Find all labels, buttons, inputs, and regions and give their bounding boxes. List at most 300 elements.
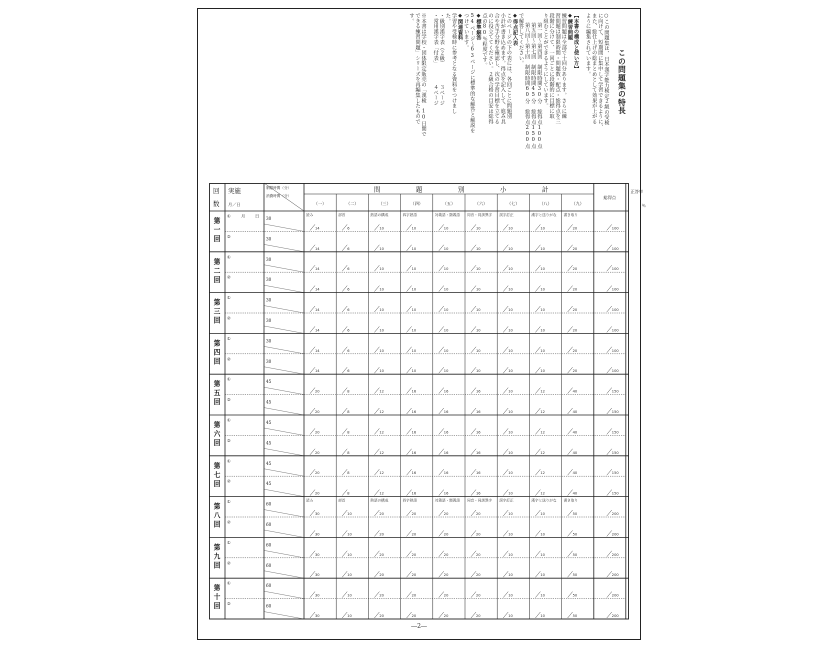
time-limit-value: 60 — [266, 583, 272, 589]
page-number: ―2― — [411, 623, 427, 630]
header-group-title-char: 小 — [500, 185, 507, 194]
section-max-score: 20 — [476, 573, 481, 578]
section-max-score: 20 — [476, 593, 481, 598]
time-limit-value: 45 — [266, 379, 272, 385]
section-max-score: 10 — [508, 410, 513, 414]
time-diagonal — [264, 306, 304, 313]
section-max-score: 20 — [315, 491, 320, 496]
circle-one: ① — [227, 335, 231, 341]
section-max-score: 10 — [476, 348, 481, 353]
section-max-score: 16 — [476, 450, 481, 455]
section-max-score: 12 — [379, 471, 384, 476]
round-label-char: 第 — [213, 543, 221, 552]
time-limit-value: 30 — [266, 256, 272, 262]
section-max-score: 16 — [411, 389, 417, 394]
time-limit-value: 45 — [266, 399, 272, 405]
circle-two: ② — [227, 437, 231, 443]
round-label-char: 八 — [213, 511, 221, 520]
section-max-score: 20 — [476, 512, 481, 516]
section-max-score: 10 — [443, 246, 449, 251]
time-limit-value: 45 — [266, 460, 272, 466]
circle-one: ① — [227, 254, 231, 260]
section-max-score: 10 — [476, 328, 481, 333]
section-max-score: 20 — [572, 308, 578, 312]
section-max-score: 16 — [476, 430, 481, 435]
section-max-score: 6 — [347, 328, 350, 333]
round-label-char: 回 — [213, 561, 221, 570]
intro-line: 小計が書き込めます。得点を記入して、進み具 — [499, 13, 506, 125]
section-max-score: 10 — [379, 369, 384, 374]
section-max-score: 12 — [540, 389, 545, 394]
round-label-char: 第 — [213, 217, 221, 225]
section-max-score: 20 — [411, 532, 417, 537]
table-border — [210, 184, 629, 620]
round-label-char: 第 — [213, 257, 221, 266]
header-group-title-char: 計 — [542, 185, 549, 194]
section-max-score: 10 — [476, 308, 481, 312]
section-max-score: 20 — [572, 246, 578, 251]
total-max-score: 200 — [611, 614, 619, 618]
round-label-char: 九 — [213, 552, 221, 561]
section-max-score: 30 — [315, 593, 320, 598]
section-max-score: 20 — [411, 512, 417, 516]
section-max-score: 20 — [443, 593, 449, 598]
section-max-score: 8 — [347, 389, 350, 394]
section-max-score: 10 — [347, 614, 352, 618]
section-max-score: 16 — [443, 410, 449, 414]
section-max-score: 10 — [476, 369, 481, 374]
total-max-score: 100 — [611, 267, 619, 272]
header-date-label: 実施 — [228, 187, 241, 195]
intro-line: 点の80％程度です。 — [481, 13, 488, 68]
intro-line: 第一回～第四回 制限時間30分 総得点100点 — [536, 17, 543, 149]
circle-two: ② — [227, 560, 231, 566]
section-max-score: 16 — [476, 389, 481, 394]
section-max-score: 10 — [443, 267, 449, 272]
section-max-score: 16 — [443, 450, 449, 455]
header-round-label: 数 — [213, 200, 220, 208]
section-sub-label: 熟語の構成 — [370, 213, 389, 217]
section-max-score: 14 — [315, 348, 320, 353]
section-max-score: 10 — [347, 552, 352, 557]
section-max-score: 10 — [443, 287, 449, 292]
document-page — [197, 8, 646, 640]
section-max-score: 10 — [540, 614, 545, 618]
section-max-score: 10 — [508, 369, 513, 374]
time-diagonal — [264, 346, 304, 353]
section-max-score: 10 — [508, 614, 513, 618]
round-label-char: 第 — [213, 380, 221, 389]
section-sub-label: 部首 — [338, 213, 346, 217]
section-sub-label: 漢字と送りがな — [531, 498, 557, 503]
section-max-score: 10 — [476, 246, 481, 251]
intro-line: 合や苦手分野を確認し、次の学習目標を立てる — [493, 13, 500, 125]
section-max-score: 16 — [411, 450, 417, 455]
section-max-score: 10 — [508, 593, 513, 598]
section-max-score: 10 — [508, 430, 513, 435]
time-limit-value: 30 — [266, 297, 272, 303]
section-max-score: 20 — [572, 267, 578, 272]
section-max-score: 16 — [443, 430, 449, 435]
intro-line: 習問題は制限時間・問題数・配点・総得点を三 — [554, 13, 561, 125]
section-max-score: 20 — [379, 532, 384, 537]
round-label-char: 回 — [213, 316, 221, 325]
section-max-score: 12 — [540, 491, 545, 496]
section-max-score: 14 — [315, 246, 320, 251]
section-max-score: 20 — [443, 512, 449, 516]
section-max-score: 16 — [411, 430, 417, 435]
section-max-score: 10 — [540, 328, 545, 333]
section-max-score: 6 — [347, 308, 350, 312]
section-max-score: 10 — [540, 226, 545, 231]
circle-two: ② — [227, 274, 231, 280]
total-max-score: 100 — [611, 287, 619, 292]
section-max-score: 40 — [572, 491, 578, 496]
section-max-score: 20 — [315, 450, 320, 455]
section-max-score: 40 — [572, 450, 578, 455]
round-label-char: 第 — [213, 339, 221, 348]
total-max-score: 150 — [611, 389, 619, 394]
section-max-score: 16 — [443, 491, 449, 496]
section-max-score: 10 — [508, 491, 513, 496]
section-sub-label: 部首 — [338, 498, 346, 503]
section-max-score: 10 — [379, 348, 384, 353]
section-max-score: 6 — [347, 369, 350, 374]
total-max-score: 200 — [611, 552, 619, 557]
section-max-score: 10 — [411, 287, 417, 292]
total-max-score: 200 — [611, 532, 619, 537]
time-limit-value: 30 — [266, 216, 272, 221]
time-limit-value: 30 — [266, 318, 272, 323]
section-max-score: 10 — [379, 267, 384, 272]
time-diagonal — [264, 224, 304, 231]
round-label-char: 十 — [213, 593, 221, 602]
section-max-score: 20 — [379, 614, 384, 618]
header-time-limit: 制限時間（分） — [266, 186, 292, 190]
time-diagonal — [264, 448, 304, 455]
intro-line: ※本書は学校・団体限定販売の「漢検 10日間で — [420, 13, 427, 137]
section-max-score: 12 — [379, 430, 384, 435]
section-max-score: 20 — [572, 226, 578, 231]
header-date-sub: 月／日 — [228, 202, 241, 207]
section-max-score: 10 — [411, 328, 417, 333]
intro-line: ◆標準解答 — [475, 13, 482, 41]
section-max-score: 10 — [476, 226, 481, 231]
section-max-score: 10 — [540, 287, 545, 292]
section-sub-label: 熟語の構成 — [370, 498, 389, 503]
section-max-score: 50 — [572, 532, 578, 537]
section-max-score: 12 — [379, 491, 384, 496]
section-max-score: 20 — [443, 614, 449, 618]
section-max-score: 10 — [508, 246, 513, 251]
time-limit-value: 60 — [266, 501, 272, 507]
intro-line: ◆関連資料 — [457, 13, 464, 41]
header-section-label: （一） — [313, 201, 327, 206]
section-sub-label: 漢字と送りがな — [531, 213, 557, 217]
section-sub-label: 読み — [306, 213, 314, 217]
time-diagonal — [264, 408, 304, 415]
total-max-score: 100 — [611, 308, 619, 312]
intro-line: で解答してください。 — [518, 13, 525, 66]
circle-one: ① — [227, 213, 231, 219]
header-section-label: （五） — [442, 201, 456, 206]
time-diagonal — [264, 326, 304, 333]
time-diagonal — [264, 530, 304, 537]
section-max-score: 30 — [315, 512, 320, 516]
section-max-score: 10 — [540, 267, 545, 272]
circle-one: ① — [227, 499, 231, 505]
section-max-score: 20 — [315, 430, 320, 435]
section-max-score: 8 — [347, 450, 350, 455]
time-diagonal — [264, 428, 304, 435]
circle-one: ① — [227, 417, 231, 423]
section-max-score: 14 — [315, 369, 320, 374]
total-max-score: 200 — [611, 512, 619, 516]
time-limit-value: 45 — [266, 440, 272, 446]
round-label-char: 二 — [213, 266, 221, 275]
section-max-score: 20 — [411, 552, 417, 557]
section-max-score: 12 — [379, 389, 384, 394]
circle-one: ① — [227, 539, 231, 545]
section-sub-label: 書き取り — [563, 213, 578, 217]
section-max-score: 12 — [540, 471, 545, 476]
section-max-score: 10 — [443, 308, 449, 312]
section-sub-label: 同音・同訓異字 — [467, 213, 493, 217]
intro-line: できる練習問題」シリーズを再編集したもので — [414, 13, 421, 125]
round-label-char: 第 — [213, 584, 221, 593]
section-max-score: 50 — [572, 573, 578, 578]
section-max-score: 10 — [508, 267, 513, 272]
date-day-label: 日 — [255, 213, 260, 219]
section-max-score: 16 — [476, 471, 481, 476]
intro-line: 【本書の構成と使い方】 — [573, 13, 579, 72]
time-diagonal — [264, 265, 304, 272]
intro-line: 練習問題は全部で十回分あります。さらに練 — [560, 13, 567, 119]
section-max-score: 16 — [476, 491, 481, 496]
section-max-score: 10 — [379, 287, 384, 292]
section-max-score: 8 — [347, 471, 350, 476]
time-diagonal — [264, 387, 304, 394]
section-max-score: 10 — [508, 348, 513, 353]
section-max-score: 10 — [540, 573, 545, 578]
section-sub-label: 四字熟語 — [402, 498, 417, 503]
score-table — [209, 183, 646, 620]
section-max-score: 10 — [508, 328, 513, 333]
total-max-score: 100 — [611, 226, 619, 231]
section-max-score: 20 — [443, 552, 449, 557]
section-max-score: 10 — [411, 226, 417, 231]
section-max-score: 10 — [540, 532, 545, 537]
section-max-score: 40 — [572, 410, 578, 414]
section-max-score: 10 — [443, 369, 449, 374]
section-max-score: 30 — [315, 573, 320, 578]
section-max-score: 10 — [411, 308, 417, 312]
section-max-score: 20 — [443, 573, 449, 578]
section-max-score: 10 — [540, 246, 545, 251]
total-max-score: 100 — [611, 246, 619, 251]
section-max-score: 16 — [443, 471, 449, 476]
time-limit-value: 30 — [266, 277, 272, 283]
intro-line: す。 — [408, 13, 415, 24]
section-max-score: 40 — [572, 389, 578, 394]
section-max-score: 10 — [347, 573, 352, 578]
total-max-score: 100 — [611, 348, 619, 353]
header-section-label: （四） — [410, 201, 423, 206]
time-limit-value: 60 — [266, 603, 272, 609]
section-max-score: 20 — [572, 369, 578, 374]
round-label-char: 第 — [213, 461, 221, 470]
total-max-score: 150 — [611, 471, 619, 476]
section-max-score: 10 — [443, 226, 449, 231]
section-max-score: 20 — [476, 614, 481, 618]
intro-line: このページの下の表には、各回ごとに問題別 — [505, 13, 512, 119]
section-max-score: 10 — [443, 348, 449, 353]
section-max-score: 10 — [443, 328, 449, 333]
section-max-score: 8 — [347, 430, 350, 435]
header-section-label: （九） — [571, 201, 584, 206]
section-max-score: 12 — [379, 410, 384, 414]
round-label-char: 回 — [213, 520, 221, 529]
section-max-score: 50 — [572, 552, 578, 557]
section-sub-label: 対義語・類義語 — [434, 213, 460, 217]
time-limit-value: 30 — [266, 358, 272, 364]
section-max-score: 10 — [476, 287, 481, 292]
section-max-score: 20 — [443, 532, 449, 537]
round-label-char: 第 — [213, 421, 221, 429]
circle-one: ① — [227, 295, 231, 301]
intro-line: た。 — [444, 13, 451, 24]
total-max-score: 150 — [611, 410, 619, 414]
section-max-score: 12 — [540, 430, 545, 435]
time-limit-value: 45 — [266, 481, 272, 487]
circle-two: ② — [227, 519, 231, 525]
header-group-title-char: 問 — [374, 185, 381, 194]
intro-line: ◆得点記入表 — [512, 13, 518, 46]
section-max-score: 20 — [411, 614, 417, 618]
section-max-score: 20 — [572, 328, 578, 333]
time-diagonal — [264, 571, 304, 578]
round-label-char: 回 — [213, 479, 221, 488]
header-section-label: （二） — [346, 201, 359, 206]
intro-line: ◆練習問題 — [566, 13, 573, 41]
section-max-score: 20 — [572, 287, 578, 292]
section-max-score: 30 — [315, 532, 320, 537]
circle-two: ② — [227, 397, 231, 403]
round-label-char: 回 — [213, 439, 221, 447]
header-time-used: 消費時間（分） — [266, 194, 292, 198]
time-limit-value: 30 — [266, 236, 272, 242]
header-round-label: 回 — [213, 187, 220, 195]
circle-two: ② — [227, 233, 231, 239]
section-sub-label: 書き取り — [563, 498, 578, 503]
section-max-score: 10 — [411, 369, 417, 374]
section-sub-label: 対義語・類義語 — [434, 498, 460, 503]
section-max-score: 10 — [411, 267, 417, 272]
section-max-score: 6 — [347, 267, 350, 272]
round-label-char: 回 — [213, 235, 221, 243]
section-max-score: 20 — [315, 410, 320, 414]
header-section-label: （三） — [378, 201, 391, 206]
circle-two: ② — [227, 478, 231, 484]
section-max-score: 8 — [347, 410, 350, 414]
time-diagonal — [264, 510, 304, 517]
total-max-score: 150 — [611, 491, 619, 496]
section-max-score: 10 — [379, 328, 384, 333]
section-max-score: 14 — [315, 226, 320, 231]
section-max-score: 20 — [476, 532, 481, 537]
section-max-score: 10 — [508, 471, 513, 476]
time-diagonal — [264, 489, 304, 496]
section-max-score: 20 — [379, 573, 384, 578]
section-max-score: 40 — [572, 471, 578, 476]
circle-two: ② — [227, 356, 231, 362]
section-max-score: 14 — [315, 267, 320, 272]
section-max-score: 50 — [572, 593, 578, 598]
intro-line: つけています。 — [463, 13, 470, 51]
time-limit-value: 30 — [266, 338, 272, 344]
section-max-score: 20 — [379, 552, 384, 557]
section-max-score: 20 — [379, 512, 384, 516]
section-sub-label: 誤字訂正 — [499, 498, 514, 503]
time-diagonal — [264, 591, 304, 598]
section-max-score: 50 — [572, 512, 578, 516]
round-label-char: 七 — [213, 470, 221, 479]
section-max-score: 20 — [379, 593, 384, 598]
section-max-score: 6 — [347, 348, 350, 353]
section-sub-label: 四字熟語 — [402, 213, 417, 217]
circle-two: ② — [227, 315, 231, 321]
section-max-score: 20 — [476, 552, 481, 557]
round-label-char: 六 — [213, 430, 221, 438]
header-section-label: （八） — [539, 201, 552, 206]
total-max-score: 200 — [611, 593, 619, 598]
section-max-score: 10 — [379, 226, 384, 231]
section-max-score: 10 — [379, 308, 384, 312]
round-label-char: 回 — [213, 275, 221, 284]
section-max-score: 16 — [411, 410, 417, 414]
section-max-score: 10 — [540, 308, 545, 312]
section-max-score: 50 — [572, 614, 578, 618]
header-rate-label: 正答率 — [630, 189, 644, 194]
section-max-score: 10 — [540, 552, 545, 557]
section-sub-label: 同音・同訓異字 — [467, 498, 493, 503]
section-max-score: 10 — [508, 308, 513, 312]
intro-line: 第八回～第十回 制限時間60分 総得点200点 — [524, 17, 531, 149]
section-max-score: 30 — [315, 552, 320, 557]
circle-one: ① — [227, 376, 231, 382]
section-max-score: 10 — [347, 593, 352, 598]
section-max-score: 16 — [411, 491, 417, 496]
intro-line: ように編集されています。 — [585, 13, 592, 77]
intro-line: に向けて、短期間に集中して学習できるように、 — [597, 13, 604, 130]
section-max-score: 6 — [347, 246, 350, 251]
section-sub-label: 誤字訂正 — [499, 213, 514, 217]
section-max-score: 20 — [315, 389, 320, 394]
total-max-score: 100 — [611, 369, 619, 374]
section-max-score: 10 — [540, 593, 545, 598]
section-max-score: 16 — [411, 471, 417, 476]
intro-line: 54ページ～63ページに標準的な解答と解説を — [469, 13, 476, 134]
intro-line: 段階に分けて、一回ごとに段階的に目標に取 — [548, 13, 555, 119]
section-max-score: 8 — [347, 491, 350, 496]
section-max-score: 10 — [411, 348, 417, 353]
section-max-score: 16 — [443, 389, 449, 394]
section-max-score: 10 — [508, 512, 513, 516]
date-month-label: 月 — [241, 213, 246, 219]
circle-two: ② — [227, 601, 231, 607]
section-max-score: 14 — [315, 328, 320, 333]
intro-line: 第五回～第七回 制限時間45分 総得点150点 — [530, 17, 537, 149]
